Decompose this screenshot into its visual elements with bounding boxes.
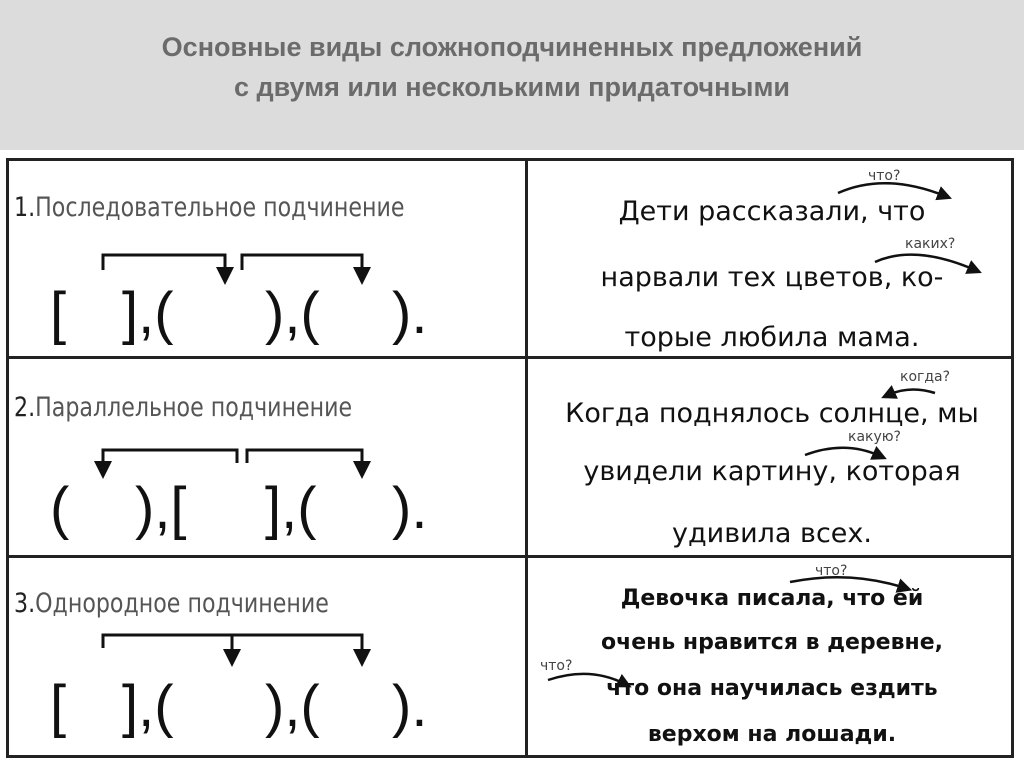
row-label-sequential (14, 192, 405, 223)
example-line: Когда поднялось солнце, мы (565, 398, 979, 429)
header-band (0, 0, 1024, 150)
question-label: каких? (905, 236, 956, 252)
scheme-bracket: ). (392, 476, 428, 541)
scheme-bracket: ],( (122, 281, 174, 346)
row-label-homogeneous (14, 588, 329, 619)
question-label: что? (540, 658, 573, 674)
example-line: верхом на лошади. (647, 722, 897, 747)
question-label: когда? (900, 369, 951, 385)
scheme-bracket: ),[ (135, 476, 187, 541)
example-line: торые любила мама. (624, 322, 920, 353)
scheme-bracket: ( (50, 476, 70, 541)
example-line: очень нравится в деревне, (601, 630, 943, 655)
row-number: 2. (14, 392, 36, 423)
scheme-bracket: [ (50, 674, 67, 739)
row-title: Однородное подчинение (35, 588, 329, 619)
row-number: 3. (14, 588, 36, 619)
row-label-parallel (14, 392, 352, 423)
example-line: нарвали тех цветов, ко- (600, 262, 944, 293)
scheme-parallel (40, 450, 480, 545)
scheme-homogeneous (40, 648, 480, 743)
question-label: что? (815, 563, 848, 579)
example-line: увидели картину, которая (583, 456, 961, 487)
scheme-bracket: ),( (265, 281, 320, 346)
scheme-bracket: ],( (265, 476, 317, 541)
scheme-bracket: ],( (122, 674, 174, 739)
example-line: удивила всех. (672, 518, 872, 549)
table-row-divider (6, 356, 1014, 359)
example-line: Дети рассказали, что (618, 196, 926, 227)
row-number: 1. (14, 192, 36, 223)
scheme-bracket: ). (392, 674, 428, 739)
question-label: какую? (848, 429, 901, 445)
row-title: Последовательное подчинение (35, 192, 405, 223)
page-title-line-1: Основные виды сложноподчиненных предложений (161, 32, 863, 62)
table-row-divider (6, 555, 1014, 558)
example-line: что она научилась ездить (606, 676, 938, 701)
row-title: Параллельное подчинение (35, 392, 353, 423)
question-label: что? (868, 168, 901, 184)
scheme-bracket: [ (50, 281, 67, 346)
example-line: Девочка писала, что ей (620, 586, 924, 611)
scheme-bracket: ). (392, 281, 428, 346)
scheme-bracket: ),( (265, 674, 320, 739)
scheme-sequential (40, 255, 480, 350)
page-title-line-2: с двумя или несколькими придаточными (233, 72, 791, 102)
